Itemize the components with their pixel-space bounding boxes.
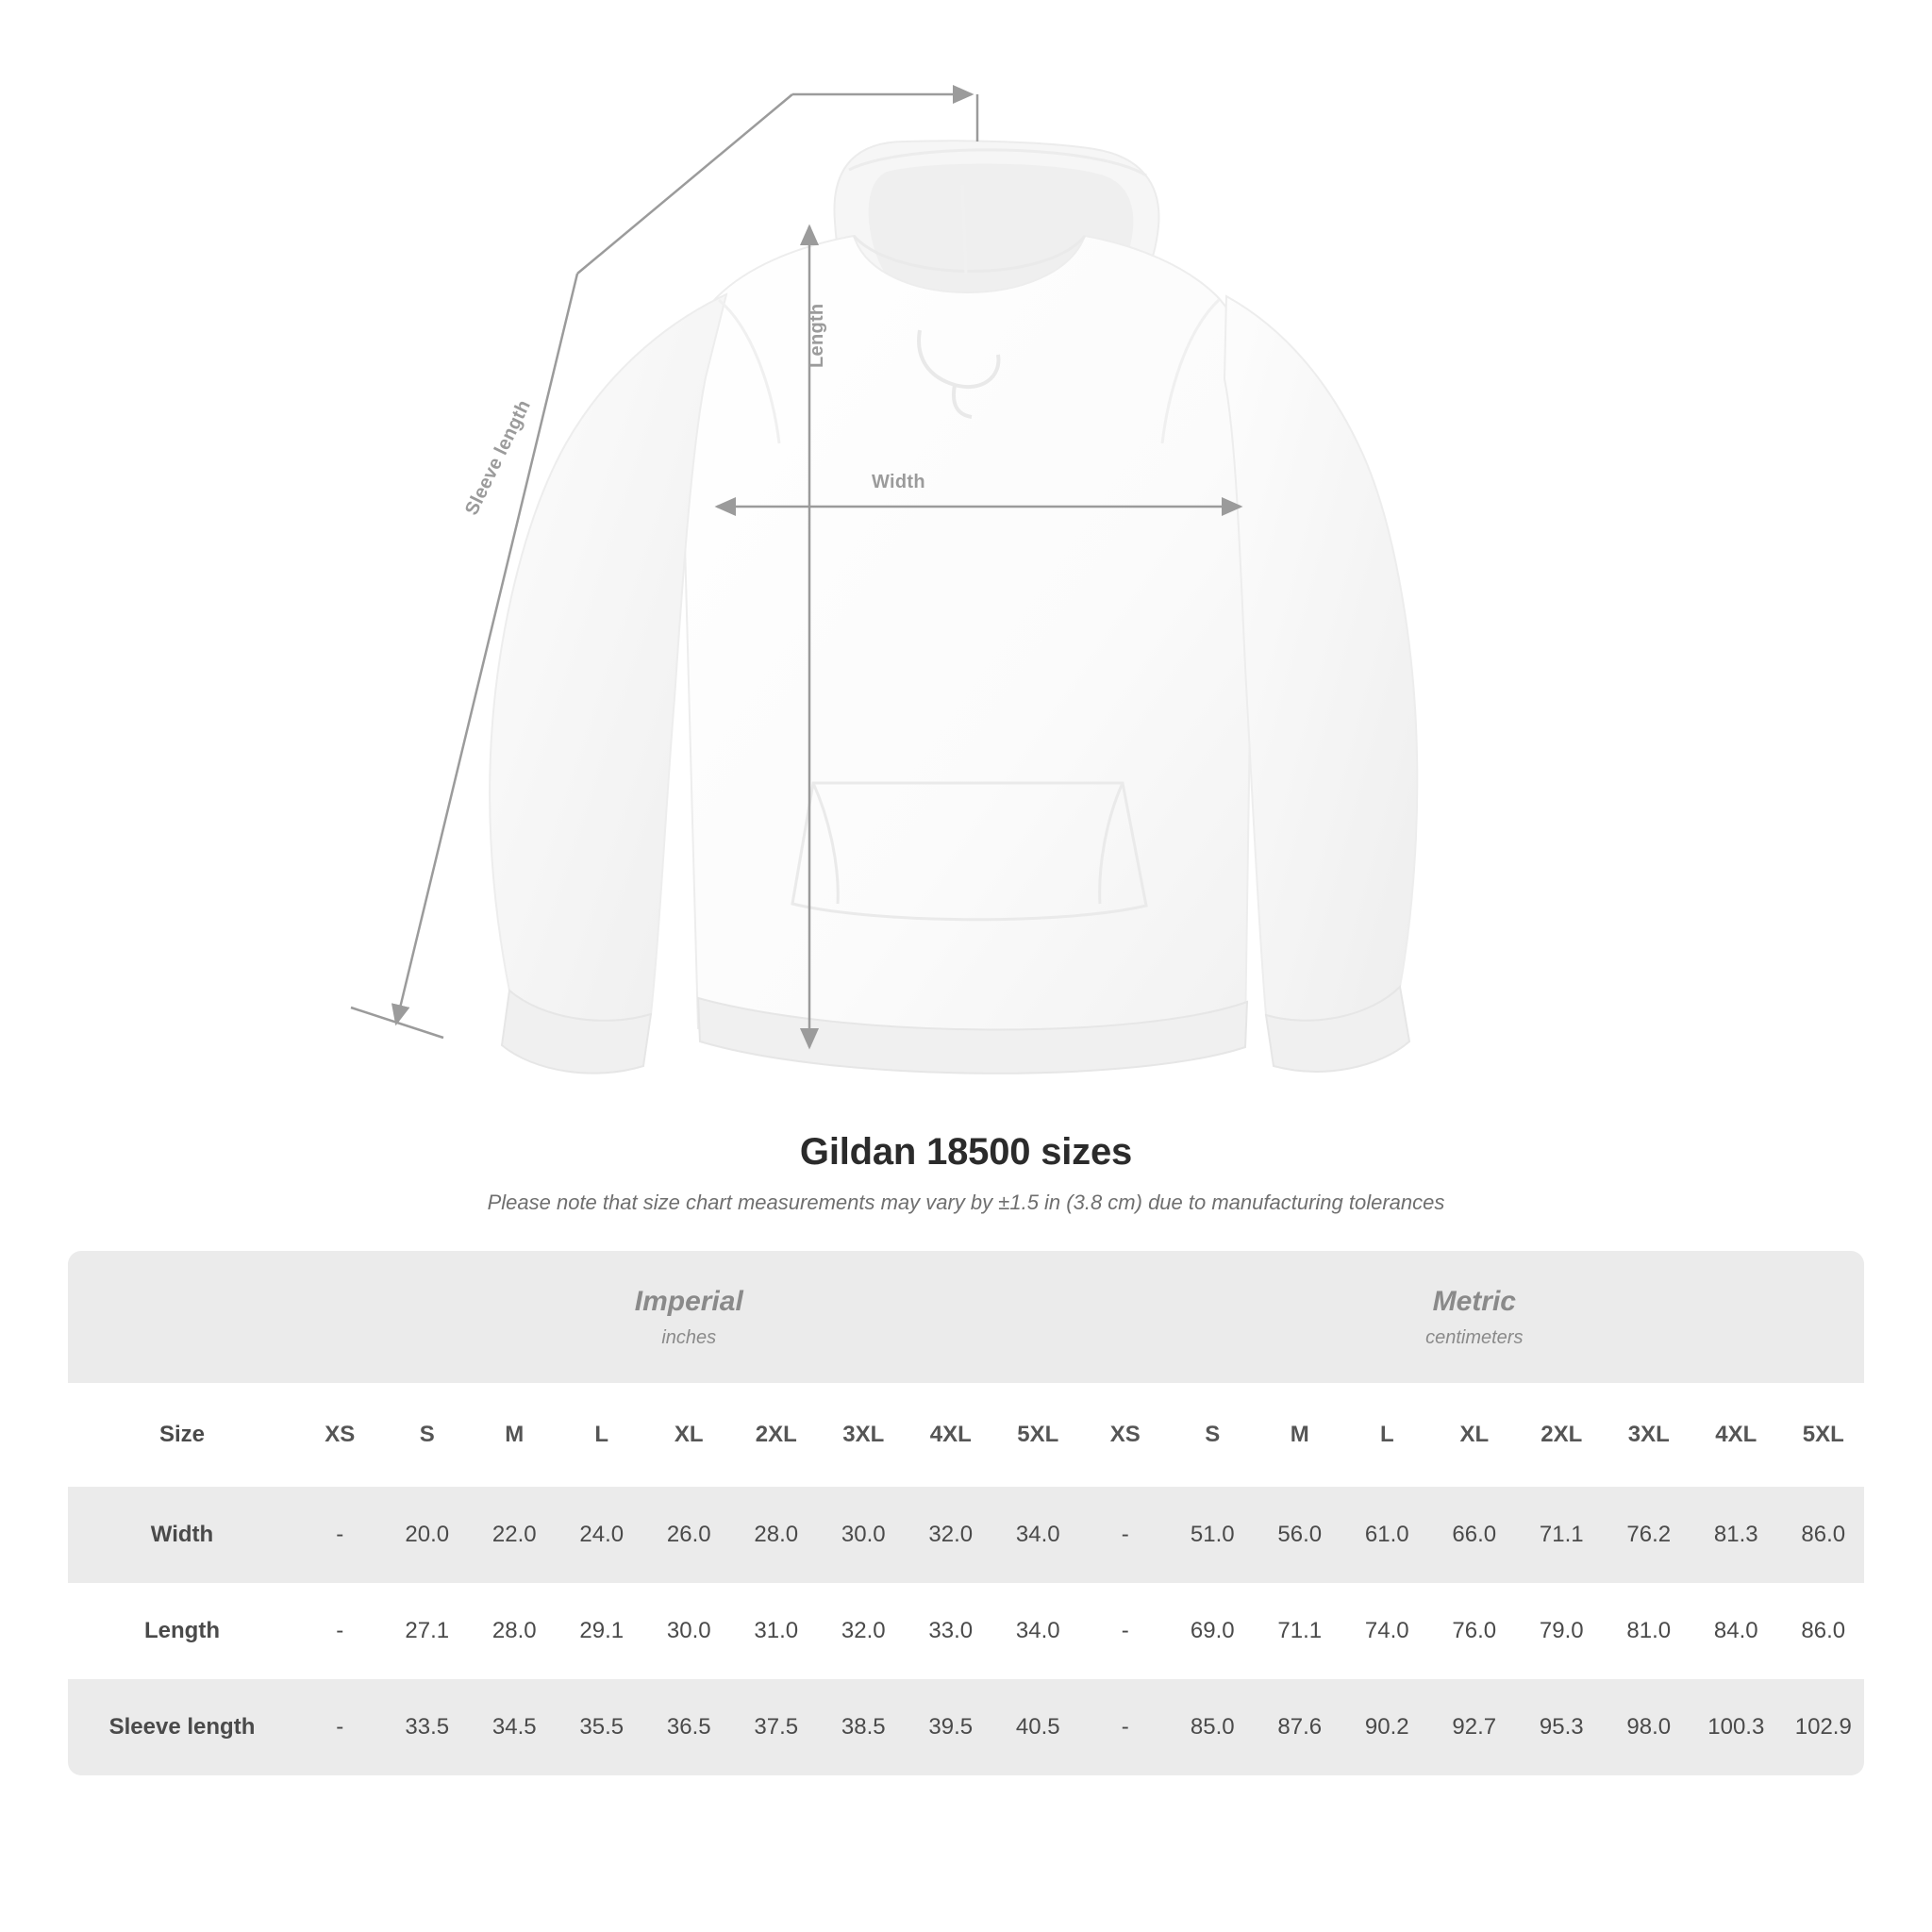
imperial-unit-cell — [296, 1251, 1082, 1383]
sleeve-length-dimension-label: Sleeve length — [461, 396, 536, 519]
row-label-width: Width — [68, 1487, 296, 1583]
size-header-cell: XS — [296, 1383, 384, 1487]
metric-unit-cell — [1082, 1251, 1864, 1383]
cell: 84.0 — [1692, 1583, 1780, 1679]
cell: 38.5 — [820, 1679, 908, 1775]
cell: - — [296, 1679, 384, 1775]
cell: - — [1082, 1583, 1170, 1679]
size-header-cell: S — [1169, 1383, 1257, 1487]
size-header-cell: 2XL — [1518, 1383, 1606, 1487]
size-header-cell: 4XL — [908, 1383, 995, 1487]
cell: 85.0 — [1169, 1679, 1257, 1775]
cell: 79.0 — [1518, 1583, 1606, 1679]
cell: - — [1082, 1487, 1170, 1583]
cell: 92.7 — [1431, 1679, 1519, 1775]
table-row — [68, 1487, 1864, 1583]
cell: 26.0 — [645, 1487, 733, 1583]
cell: 76.0 — [1431, 1583, 1519, 1679]
cell: 30.0 — [645, 1583, 733, 1679]
metric-unit-sub: centimeters — [1425, 1326, 1524, 1348]
cell: 102.9 — [1780, 1679, 1864, 1775]
cell: 35.5 — [558, 1679, 646, 1775]
cell: 51.0 — [1169, 1487, 1257, 1583]
cell: 81.3 — [1692, 1487, 1780, 1583]
cell: 34.5 — [471, 1679, 558, 1775]
size-header-cell: XL — [645, 1383, 733, 1487]
cell: 61.0 — [1343, 1487, 1431, 1583]
size-header-cell: L — [1343, 1383, 1431, 1487]
cell: 95.3 — [1518, 1679, 1606, 1775]
length-dimension-label: Length — [807, 303, 827, 368]
cell: 87.6 — [1257, 1679, 1344, 1775]
cell: 69.0 — [1169, 1583, 1257, 1679]
cell: 98.0 — [1606, 1679, 1693, 1775]
size-header-cell: S — [384, 1383, 472, 1487]
hoodie-body-shape — [490, 141, 1417, 1074]
cell: - — [296, 1583, 384, 1679]
cell: 30.0 — [820, 1487, 908, 1583]
size-header-cell: 3XL — [1606, 1383, 1693, 1487]
cell: 40.5 — [994, 1679, 1082, 1775]
title-block — [0, 1131, 1932, 1215]
cell: 71.1 — [1518, 1487, 1606, 1583]
size-header-cell: M — [1257, 1383, 1344, 1487]
cell: 29.1 — [558, 1583, 646, 1679]
size-table — [68, 1251, 1864, 1775]
cell: 34.0 — [994, 1487, 1082, 1583]
size-header-cell: XS — [1082, 1383, 1170, 1487]
row-label-sleeve-length: Sleeve length — [68, 1679, 296, 1775]
cell: 90.2 — [1343, 1679, 1431, 1775]
size-header-cell: 5XL — [1780, 1383, 1864, 1487]
metric-unit-name: Metric — [1432, 1285, 1516, 1317]
page-title: Gildan 18500 sizes — [799, 1131, 1133, 1173]
size-header-cell: M — [471, 1383, 558, 1487]
size-header-cell: 4XL — [1692, 1383, 1780, 1487]
size-header-cell: XL — [1431, 1383, 1519, 1487]
unit-corner-cell — [68, 1251, 296, 1383]
width-dimension-label: Width — [872, 472, 925, 492]
cell: 36.5 — [645, 1679, 733, 1775]
cell: - — [296, 1487, 384, 1583]
cell: 66.0 — [1431, 1487, 1519, 1583]
cell: 34.0 — [994, 1583, 1082, 1679]
imperial-unit-sub: inches — [661, 1326, 717, 1348]
cell: 31.0 — [733, 1583, 821, 1679]
cell: - — [1082, 1679, 1170, 1775]
size-table-container — [68, 1251, 1864, 1775]
imperial-unit-name: Imperial — [634, 1285, 743, 1317]
unit-header-row — [68, 1251, 1864, 1383]
size-header-cell: 2XL — [733, 1383, 821, 1487]
size-header-cell: 3XL — [820, 1383, 908, 1487]
table-row — [68, 1679, 1864, 1775]
size-header-cell: L — [558, 1383, 646, 1487]
cell: 33.5 — [384, 1679, 472, 1775]
cell: 56.0 — [1257, 1487, 1344, 1583]
cell: 22.0 — [471, 1487, 558, 1583]
cell: 27.1 — [384, 1583, 472, 1679]
cell: 20.0 — [384, 1487, 472, 1583]
cell: 71.1 — [1257, 1583, 1344, 1679]
cell: 74.0 — [1343, 1583, 1431, 1679]
cell: 86.0 — [1780, 1487, 1864, 1583]
cell: 76.2 — [1606, 1487, 1693, 1583]
cell: 86.0 — [1780, 1583, 1864, 1679]
row-label-length: Length — [68, 1583, 296, 1679]
size-header-cell: 5XL — [994, 1383, 1082, 1487]
cell: 32.0 — [908, 1487, 995, 1583]
cell: 28.0 — [471, 1583, 558, 1679]
cell: 100.3 — [1692, 1679, 1780, 1775]
size-corner-header: Size — [68, 1383, 296, 1487]
cell: 81.0 — [1606, 1583, 1693, 1679]
size-header-row — [68, 1383, 1864, 1487]
table-row — [68, 1583, 1864, 1679]
cell: 33.0 — [908, 1583, 995, 1679]
cell: 39.5 — [908, 1679, 995, 1775]
cell: 28.0 — [733, 1487, 821, 1583]
page-subtitle: Please note that size chart measurements may vary by ±1.5 in (3.8 cm) due to manufacturing tolerances — [487, 1191, 1445, 1214]
cell: 37.5 — [733, 1679, 821, 1775]
cell: 32.0 — [820, 1583, 908, 1679]
cell: 24.0 — [558, 1487, 646, 1583]
